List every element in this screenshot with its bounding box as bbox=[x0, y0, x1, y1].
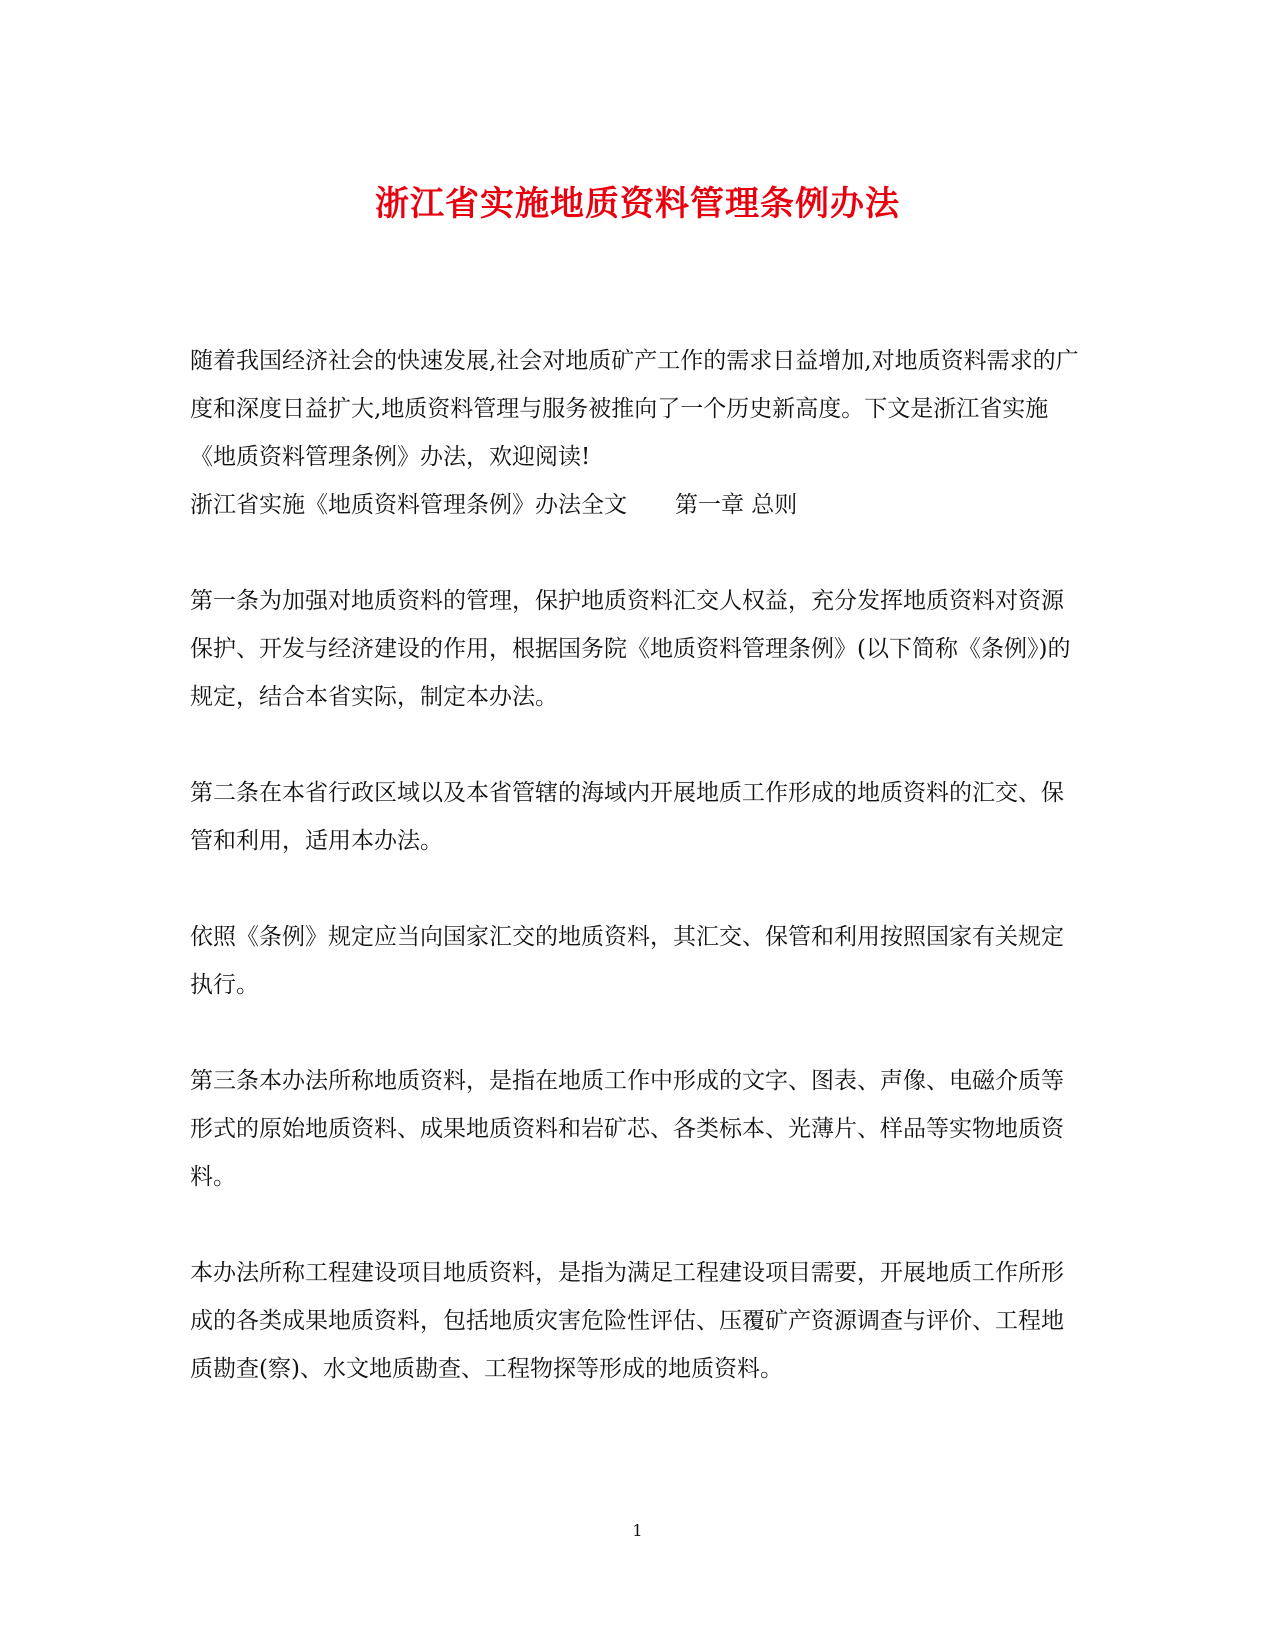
paragraph-gap bbox=[190, 1009, 1080, 1057]
document-title: 浙江省实施地质资料管理条例办法 bbox=[375, 184, 900, 224]
document-body bbox=[190, 337, 1080, 1393]
section-heading-line bbox=[190, 481, 1080, 529]
article-paragraph: 第一条为加强对地质资料的管理，保护地质资料汇交人权益，充分发挥地质资料对资源保护、开发与经济建设的作用，根据国务院《地质资料管理条例》(以下简称《条例》)的规定，结合本省实际，制定本办法。 bbox=[190, 588, 1071, 710]
paragraph-gap bbox=[190, 1201, 1080, 1249]
article-paragraph: 本办法所称工程建设项目地质资料，是指为满足工程建设项目需要，开展地质工作所形成的各类成果地质资料，包括地质灾害危险性评估、压覆矿产资源调查与评价、工程地质勘查(察)、水文地质勘查、工程物探等形成的地质资料。 bbox=[190, 1260, 1064, 1382]
article-paragraph: 第二条在本省行政区域以及本省管辖的海域内开展地质工作形成的地质资料的汇交、保管和利用，适用本办法。 bbox=[190, 780, 1064, 854]
page-number: 1 bbox=[632, 1521, 643, 1540]
paragraph-gap bbox=[190, 865, 1080, 913]
document-full-text-heading: 浙江省实施《地质资料管理条例》办法全文 bbox=[190, 492, 627, 518]
intro-paragraph: 随着我国经济社会的快速发展,社会对地质矿产工作的需求日益增加,对地质资料需求的广度和深度日益扩大,地质资料管理与服务被推向了一个历史新高度。下文是浙江省实施《地质资料管理条例》办法，欢迎阅读! bbox=[190, 348, 1079, 470]
chapter-heading: 第一章 总则 bbox=[675, 492, 798, 518]
paragraph-gap bbox=[190, 721, 1080, 769]
article-paragraph: 第三条本办法所称地质资料，是指在地质工作中形成的文字、图表、声像、电磁介质等形式的原始地质资料、成果地质资料和岩矿芯、各类标本、光薄片、样品等实物地质资料。 bbox=[190, 1068, 1064, 1190]
article-paragraph: 依照《条例》规定应当向国家汇交的地质资料，其汇交、保管和利用按照国家有关规定执行。 bbox=[190, 924, 1064, 998]
paragraph-gap bbox=[190, 529, 1080, 577]
